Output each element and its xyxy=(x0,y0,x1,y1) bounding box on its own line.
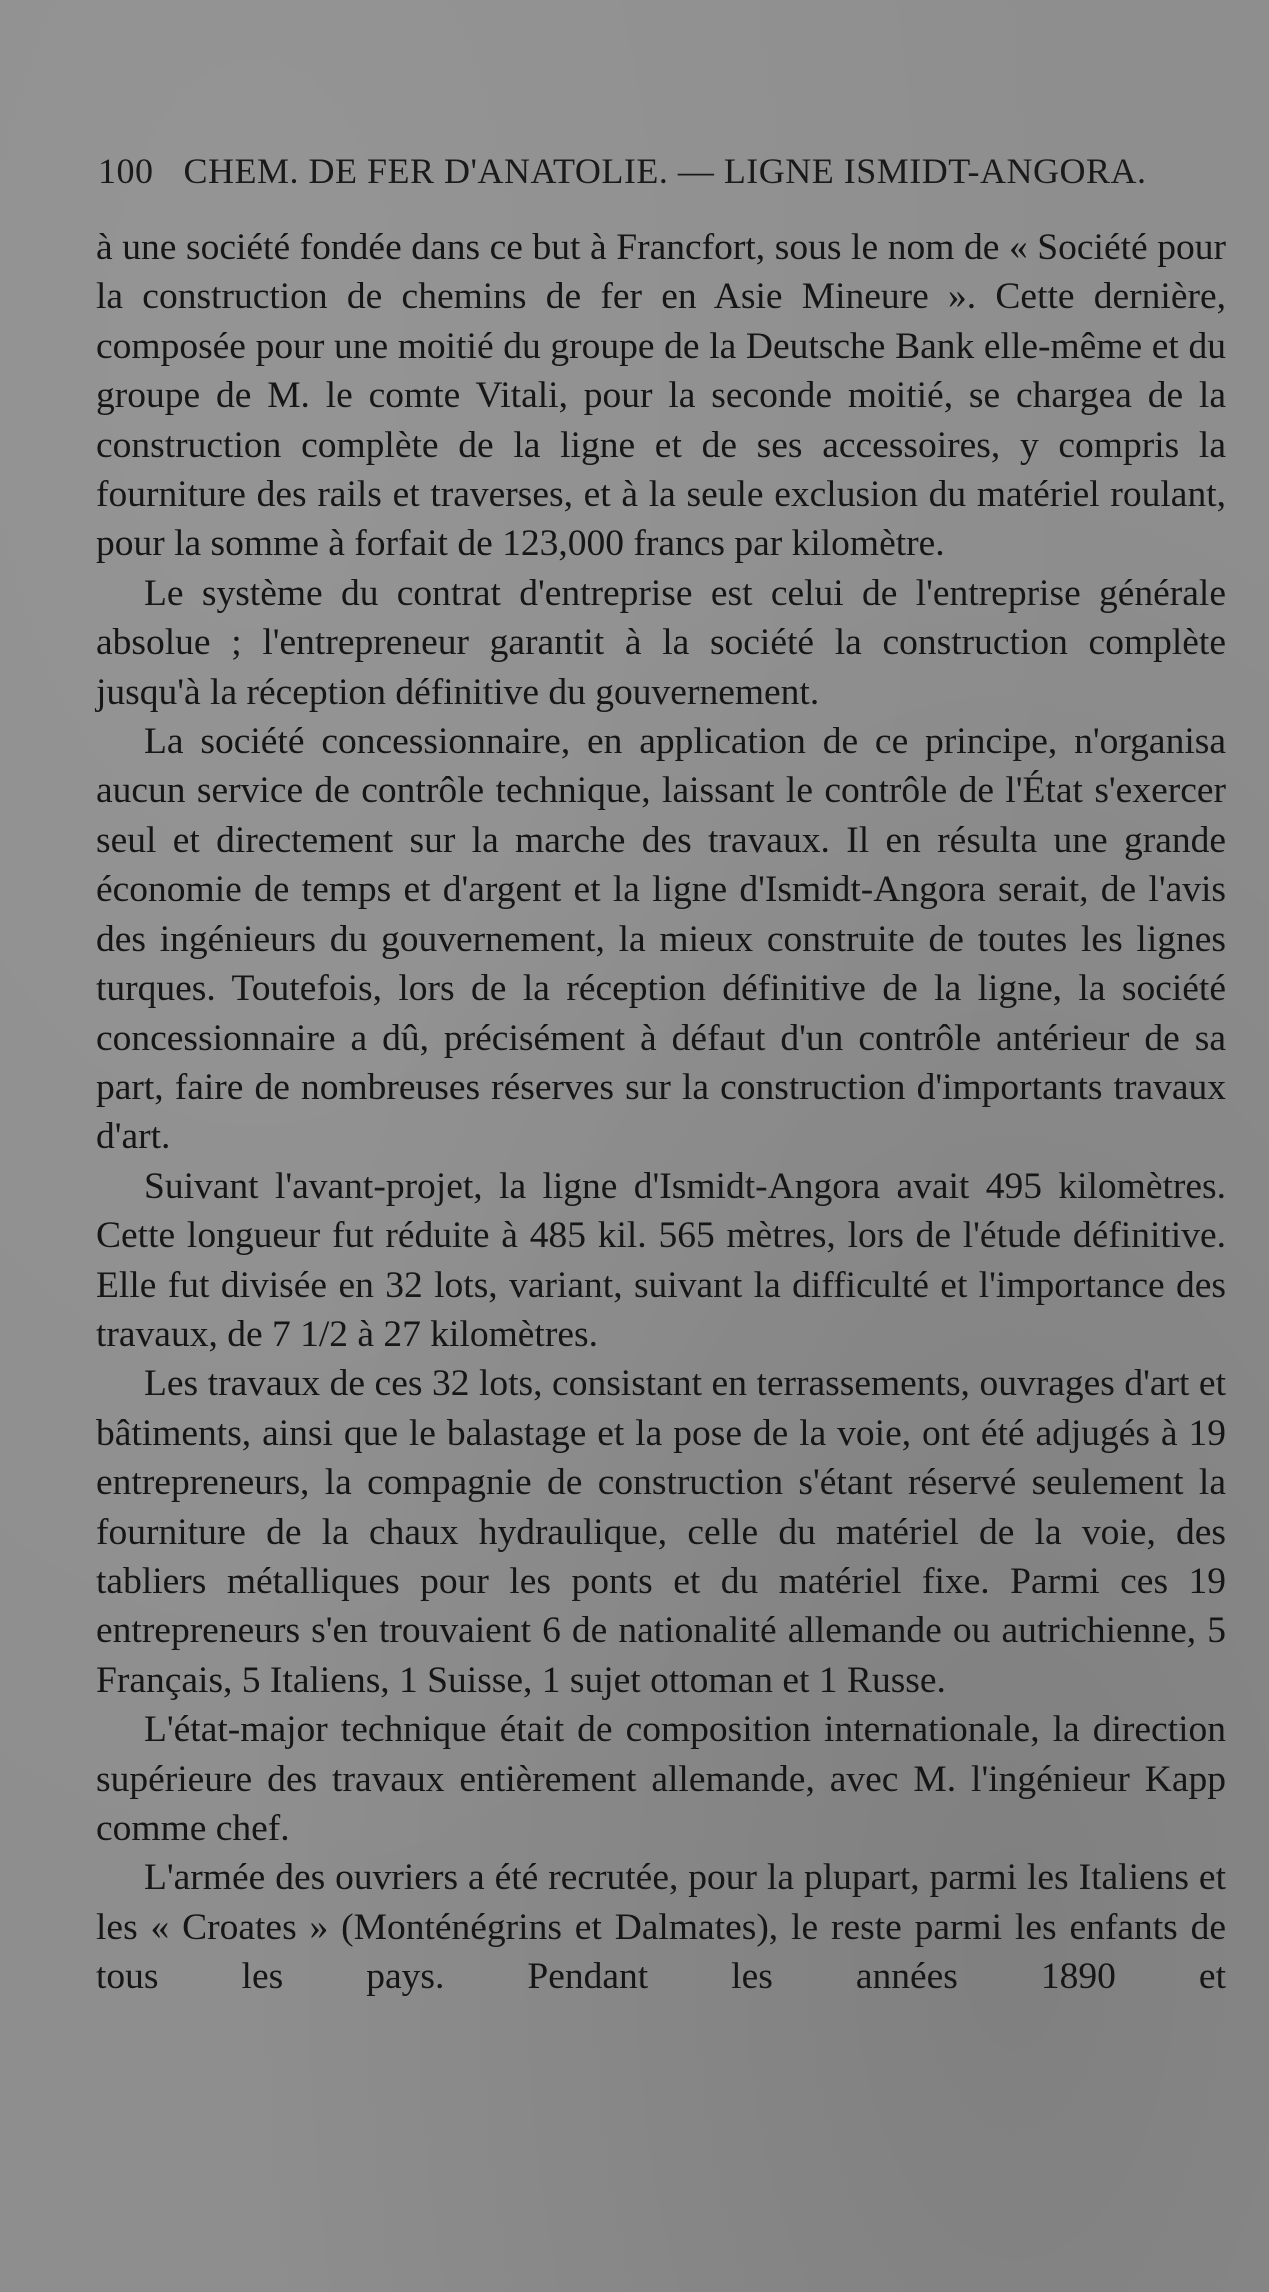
paragraph-2: Le système du contrat d'entreprise est celui de l'entreprise générale absolue ; l'entrepreneur garantit à la société la construction complète jusqu'à la réception définitive du gouvernement. xyxy=(96,572,1226,713)
paragraph-6: L'état-major technique était de composition internationale, la direction supérieure des travaux entièrement allemande, avec M. l'ingénieur Kapp comme chef. xyxy=(96,1709,1226,1849)
paragraph-3: La société concessionnaire, en application de ce principe, n'organisa aucun service de contrôle technique, laissant le contrôle de l'État s'exercer seul et directement sur la marche des travaux. Il en résulta une grande économie de temps et d'argent et la ligne d'Ismidt-Angora serait, de l'avis des ingénieurs du gouvernement, la mieux construite de toutes les lignes turques. Toutefois, lors de la réception définitive de la ligne, la société concessionnaire a dû, précisément à défaut d'un contrôle antérieur de sa part, faire de nombreuses réserves sur la construction d'importants travaux d'art. xyxy=(96,721,1226,1158)
paragraph-7: L'armée des ouvriers a été recrutée, pour la plupart, parmi les Italiens et les « Croates » (Monténégrins et Dalmates), le reste parmi les enfants de tous les pays. Pendant les années 1890 et xyxy=(96,1857,1226,1998)
page-number: 100 xyxy=(98,151,154,191)
paragraph-4: Suivant l'avant-projet, la ligne d'Ismidt-Angora avait 495 kilomètres. Cette longueur fut réduite à 485 kil. 565 mètres, lors de l'étude définitive. Elle fut divisée en 32 lots, variant, suivant la difficulté et l'importance des travaux, de 7 1/2 à 27 kilomètres. xyxy=(96,1165,1226,1355)
body-text xyxy=(96,223,1226,2002)
running-head xyxy=(98,150,1178,202)
running-title: CHEM. DE FER D'ANATOLIE. — LIGNE ISMIDT-ANGORA. xyxy=(183,151,1147,191)
paragraph-1: à une société fondée dans ce but à Francfort, sous le nom de « Société pour la construction de chemins de fer en Asie Mineure ». Cette dernière, composée pour une moitié du groupe de la Deutsche Bank elle-même et du groupe de M. le comte Vitali, pour la seconde moitié, se chargea de la construction complète de la ligne et de ses accessoires, y compris la fourniture des rails et traverses, et à la seule exclusion du matériel roulant, pour la somme à forfait de 123,000 francs par kilomètre. xyxy=(96,227,1226,565)
paragraph-5: Les travaux de ces 32 lots, consistant en terrassements, ouvrages d'art et bâtiments, ainsi que le balastage et la pose de la voie, ont été adjugés à 19 entrepreneurs, la compagnie de construction s'étant réservé seulement la fourniture de la chaux hydraulique, celle du matériel de la voie, des tabliers métalliques pour les ponts et du matériel fixe. Parmi ces 19 entrepreneurs s'en trouvaient 6 de nationalité allemande ou autrichienne, 5 Français, 5 Italiens, 1 Suisse, 1 sujet ottoman et 1 Russe. xyxy=(96,1363,1226,1701)
